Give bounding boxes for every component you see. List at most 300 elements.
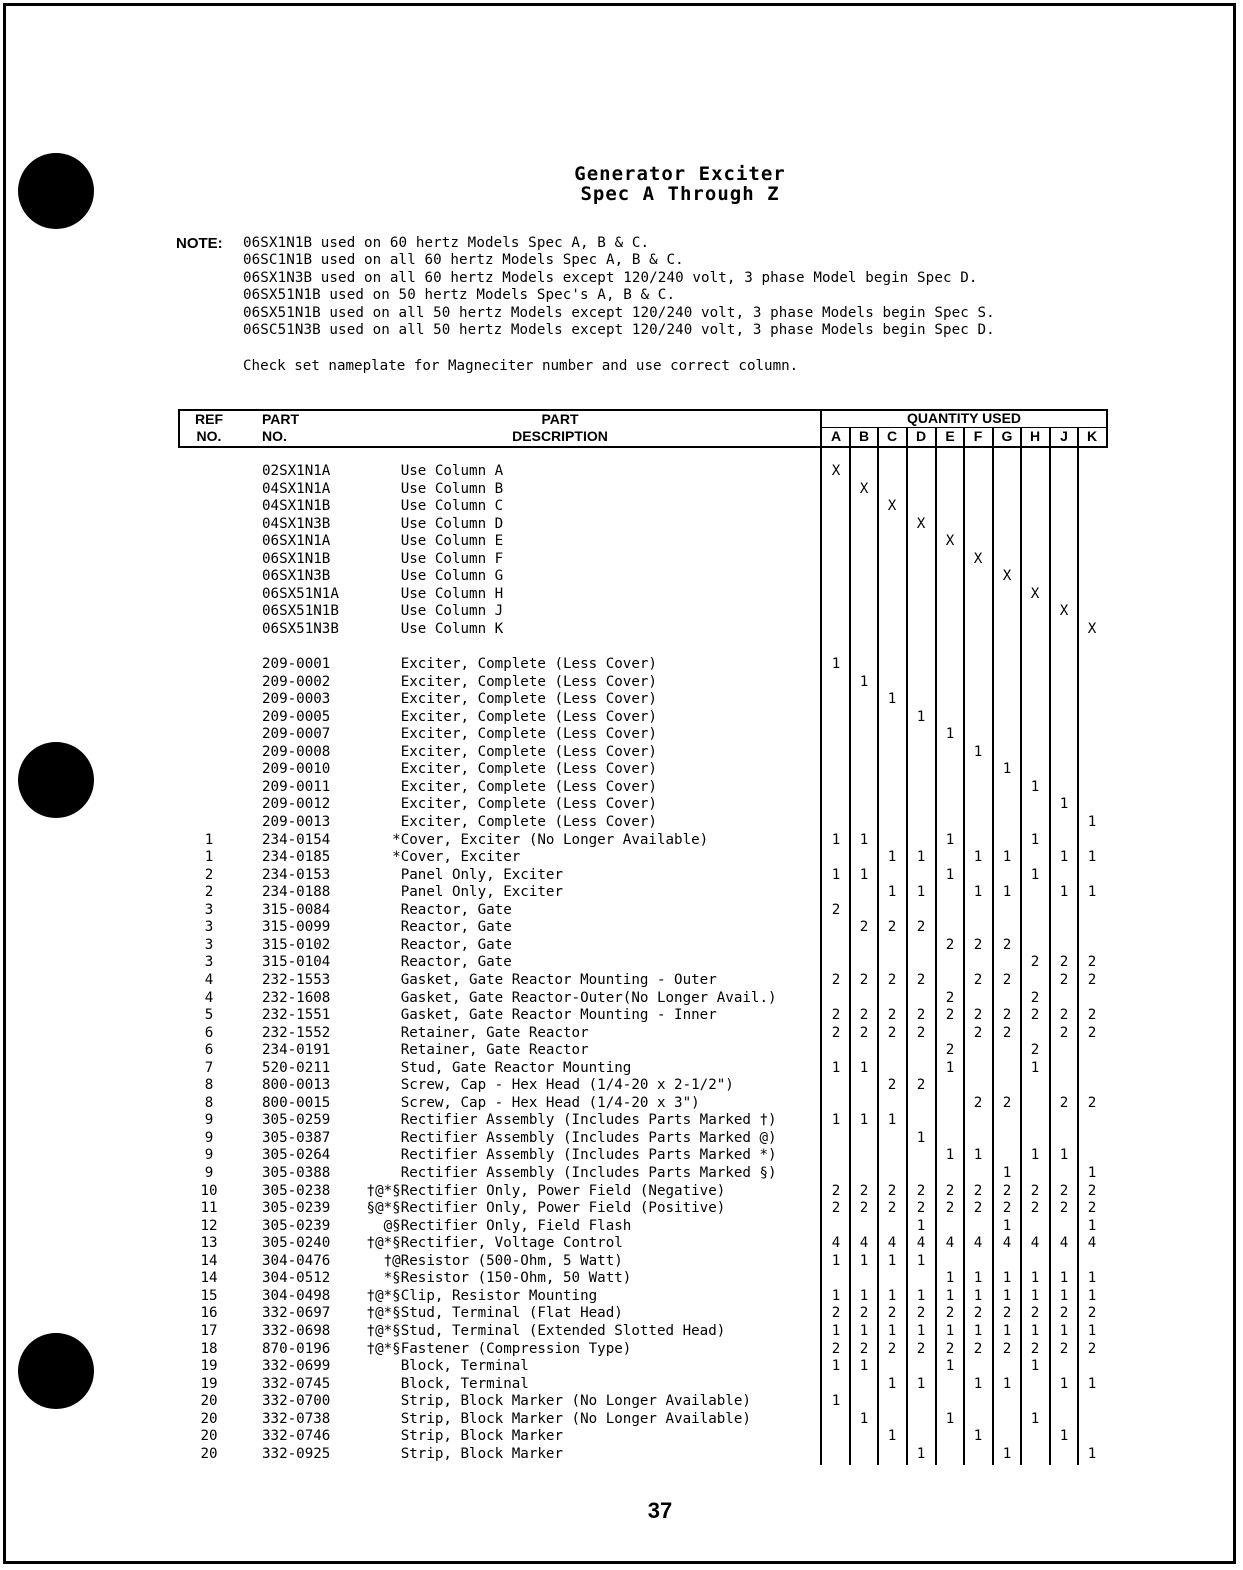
quantity-column-header: G bbox=[1001, 428, 1013, 444]
quantity-cell: 1 bbox=[831, 1252, 841, 1269]
quantity-cell: 2 bbox=[1059, 1182, 1069, 1199]
ref-number: 9 bbox=[204, 1129, 214, 1146]
quantity-cell: 1 bbox=[973, 743, 983, 760]
quantity-column-header: C bbox=[886, 428, 898, 444]
quantity-cell: 1 bbox=[945, 1287, 955, 1304]
quantity-cell: X bbox=[1002, 568, 1012, 585]
part-number: 234-0153 bbox=[262, 866, 331, 883]
table-row bbox=[0, 990, 1243, 1008]
part-number: 232-1608 bbox=[262, 989, 331, 1006]
quantity-cell: 2 bbox=[973, 1094, 983, 1111]
quantity-cell: 2 bbox=[1002, 1024, 1012, 1041]
part-description: †@*§Clip, Resistor Mounting bbox=[358, 1287, 598, 1304]
ref-number: 1 bbox=[204, 831, 214, 848]
part-number: 209-0005 bbox=[262, 708, 331, 725]
quantity-cell: 1 bbox=[916, 708, 926, 725]
part-number: 234-0185 bbox=[262, 849, 331, 866]
table-row bbox=[0, 533, 1243, 551]
table-row bbox=[0, 709, 1243, 727]
ref-number: 2 bbox=[204, 866, 214, 883]
part-description: Panel Only, Exciter bbox=[358, 884, 563, 901]
part-number: 305-0388 bbox=[262, 1165, 331, 1181]
quantity-cell: 2 bbox=[973, 1340, 983, 1357]
quantity-cell: 1 bbox=[1087, 884, 1097, 901]
quantity-cell: 1 bbox=[1030, 1287, 1040, 1304]
ref-number: 4 bbox=[204, 971, 214, 988]
table-row bbox=[0, 1446, 1243, 1464]
table-row bbox=[0, 498, 1243, 516]
quantity-cell: 1 bbox=[859, 831, 869, 848]
quantity-cell: X bbox=[1059, 603, 1069, 620]
part-number: 305-0239 bbox=[262, 1200, 331, 1217]
ref-number: 20 bbox=[200, 1428, 218, 1445]
table-row bbox=[0, 1060, 1243, 1078]
quantity-cell: X bbox=[945, 533, 955, 550]
table-row bbox=[0, 691, 1243, 709]
quantity-cell: 1 bbox=[1059, 1270, 1069, 1287]
quantity-cell: 1 bbox=[1002, 884, 1012, 901]
table-row bbox=[0, 1183, 1243, 1201]
ref-number: 3 bbox=[204, 901, 214, 918]
table-row bbox=[0, 779, 1243, 797]
page-title: Generator Exciter bbox=[574, 163, 786, 185]
quantity-cell: 2 bbox=[831, 901, 841, 918]
part-no-header bbox=[262, 411, 322, 445]
quantity-cell: 1 bbox=[1002, 1322, 1012, 1339]
part-description: Retainer, Gate Reactor bbox=[358, 1042, 589, 1059]
part-description: †@*§Rectifier Only, Power Field (Negative) bbox=[358, 1182, 726, 1199]
part-description: *Cover, Exciter bbox=[358, 849, 521, 866]
part-number: 304-0498 bbox=[262, 1287, 331, 1304]
quantity-cell: 1 bbox=[973, 1322, 983, 1339]
part-number: 06SX1N3B bbox=[262, 568, 331, 585]
binder-hole-1 bbox=[18, 153, 94, 229]
quantity-cell: 2 bbox=[916, 919, 926, 936]
quantity-cell: 2 bbox=[973, 1024, 983, 1041]
table-row bbox=[0, 1305, 1243, 1323]
quantity-cell: 2 bbox=[859, 971, 869, 988]
quantity-cell: 2 bbox=[831, 1200, 841, 1217]
part-description: Exciter, Complete (Less Cover) bbox=[358, 743, 657, 760]
ref-number: 18 bbox=[200, 1340, 218, 1357]
table-row bbox=[0, 656, 1243, 674]
part-description: Strip, Block Marker bbox=[358, 1428, 563, 1445]
part-description: *Cover, Exciter (No Longer Available) bbox=[358, 831, 709, 848]
note-line: 06SX1N3B used on all 60 hertz Models except 120/240 volt, 3 phase Model begin Spec D. bbox=[243, 270, 978, 286]
part-description: Strip, Block Marker (No Longer Available) bbox=[358, 1410, 751, 1427]
quantity-cell: 1 bbox=[916, 1322, 926, 1339]
description-header bbox=[460, 411, 660, 445]
quantity-cell: 2 bbox=[1030, 1340, 1040, 1357]
part-number: 209-0010 bbox=[262, 761, 331, 778]
quantity-cell: 2 bbox=[1002, 1094, 1012, 1111]
table-row bbox=[0, 516, 1243, 534]
part-number: 520-0211 bbox=[262, 1059, 331, 1076]
part-description: Exciter, Complete (Less Cover) bbox=[358, 796, 657, 813]
quantity-cell: 1 bbox=[1087, 1165, 1097, 1181]
part-number: 332-0746 bbox=[262, 1428, 331, 1445]
ref-number: 9 bbox=[204, 1147, 214, 1164]
quantity-cell: 4 bbox=[1087, 1235, 1097, 1252]
table-row bbox=[0, 1358, 1243, 1376]
quantity-cell: 2 bbox=[887, 1077, 897, 1094]
table-row bbox=[0, 1253, 1243, 1271]
quantity-cell: 2 bbox=[945, 1340, 955, 1357]
quantity-cell: 1 bbox=[1087, 1322, 1097, 1339]
quantity-cell: 1 bbox=[831, 1287, 841, 1304]
part-number: 234-0154 bbox=[262, 831, 331, 848]
quantity-cell: 1 bbox=[859, 1059, 869, 1076]
quantity-cell: 1 bbox=[945, 1270, 955, 1287]
table-row bbox=[0, 1200, 1243, 1218]
quantity-cell: 1 bbox=[859, 1252, 869, 1269]
part-description: Exciter, Complete (Less Cover) bbox=[358, 708, 657, 725]
quantity-cell: 2 bbox=[1030, 1200, 1040, 1217]
table-row bbox=[0, 1411, 1243, 1429]
quantity-cell: 1 bbox=[973, 1375, 983, 1392]
quantity-cell: 1 bbox=[945, 831, 955, 848]
quantity-cell: 2 bbox=[1002, 1340, 1012, 1357]
quantity-cell: 1 bbox=[973, 884, 983, 901]
part-number: 209-0001 bbox=[262, 656, 331, 673]
quantity-cell: 2 bbox=[1059, 1340, 1069, 1357]
quantity-cell: 1 bbox=[1059, 849, 1069, 866]
quantity-cell: 1 bbox=[1059, 1287, 1069, 1304]
quantity-cell: 2 bbox=[1059, 1305, 1069, 1322]
table-row bbox=[0, 586, 1243, 604]
quantity-cell: 1 bbox=[887, 884, 897, 901]
quantity-cell: 2 bbox=[1087, 1340, 1097, 1357]
quantity-cell: 2 bbox=[1059, 1200, 1069, 1217]
quantity-cell: 1 bbox=[831, 656, 841, 673]
quantity-cell: 2 bbox=[831, 1182, 841, 1199]
table-row bbox=[0, 919, 1243, 937]
ref-number: 14 bbox=[200, 1252, 218, 1269]
quantity-cell: 2 bbox=[1087, 1182, 1097, 1199]
quantity-cell: 4 bbox=[831, 1235, 841, 1252]
ref-number: 1 bbox=[204, 849, 214, 866]
quantity-cell: 2 bbox=[859, 1007, 869, 1024]
part-number: 315-0099 bbox=[262, 919, 331, 936]
table-row bbox=[0, 849, 1243, 867]
part-number: 209-0008 bbox=[262, 743, 331, 760]
part-description: Reactor, Gate bbox=[358, 954, 512, 971]
part-number: 304-0512 bbox=[262, 1270, 331, 1287]
quantity-cell: 1 bbox=[916, 1445, 926, 1462]
part-number: 305-0264 bbox=[262, 1147, 331, 1164]
part-number: 800-0013 bbox=[262, 1077, 331, 1094]
part-number: 332-0745 bbox=[262, 1375, 331, 1392]
quantity-cell: 2 bbox=[831, 1305, 841, 1322]
quantity-cell: 1 bbox=[859, 1287, 869, 1304]
quantity-cell: 2 bbox=[1030, 954, 1040, 971]
quantity-cell: 1 bbox=[1002, 1270, 1012, 1287]
quantity-cell: 4 bbox=[945, 1235, 955, 1252]
quantity-cell: 2 bbox=[1087, 1094, 1097, 1111]
ref-number: 9 bbox=[204, 1165, 214, 1181]
quantity-cell: 1 bbox=[887, 1112, 897, 1129]
part-number: 04SX1N3B bbox=[262, 515, 331, 532]
table-row bbox=[0, 884, 1243, 902]
quantity-column-header: K bbox=[1086, 428, 1098, 444]
part-description: Use Column A bbox=[358, 463, 504, 479]
quantity-cell: 2 bbox=[887, 1182, 897, 1199]
quantity-cell: 2 bbox=[831, 1007, 841, 1024]
quantity-cell: X bbox=[1030, 585, 1040, 602]
quantity-column-header: E bbox=[945, 428, 955, 444]
part-number: 870-0196 bbox=[262, 1340, 331, 1357]
table-row bbox=[0, 1235, 1243, 1253]
quantity-cell: 2 bbox=[831, 971, 841, 988]
part-number: 234-0191 bbox=[262, 1042, 331, 1059]
quantity-column-header: F bbox=[973, 428, 983, 444]
part-description: Exciter, Complete (Less Cover) bbox=[358, 673, 657, 690]
part-number: 209-0003 bbox=[262, 691, 331, 708]
quantity-cell: 1 bbox=[1002, 761, 1012, 778]
quantity-cell: 2 bbox=[1002, 1182, 1012, 1199]
quantity-cell: 1 bbox=[916, 1217, 926, 1234]
part-description: Retainer, Gate Reactor bbox=[358, 1024, 589, 1041]
ref-header bbox=[180, 411, 238, 445]
quantity-cell: 1 bbox=[1030, 1059, 1040, 1076]
table-row bbox=[0, 568, 1243, 586]
quantity-cell: 1 bbox=[831, 1393, 841, 1410]
part-number: 304-0476 bbox=[262, 1252, 331, 1269]
table-right-rule bbox=[1106, 409, 1108, 448]
quantity-cell: 2 bbox=[859, 1182, 869, 1199]
table-row bbox=[0, 481, 1243, 499]
quantity-cell: 1 bbox=[916, 849, 926, 866]
table-row bbox=[0, 1376, 1243, 1394]
part-description: Use Column F bbox=[358, 550, 504, 567]
quantity-cell: 2 bbox=[1002, 1305, 1012, 1322]
part-number: 332-0925 bbox=[262, 1445, 331, 1462]
ref-number: 3 bbox=[204, 919, 214, 936]
quantity-cell: 2 bbox=[1030, 1182, 1040, 1199]
part-description: †@Resistor (500-Ohm, 5 Watt) bbox=[358, 1252, 623, 1269]
quantity-cell: 1 bbox=[859, 1410, 869, 1427]
quantity-cell: 1 bbox=[1087, 1375, 1097, 1392]
table-row bbox=[0, 761, 1243, 779]
part-number: 232-1553 bbox=[262, 971, 331, 988]
quantity-cell: 4 bbox=[973, 1235, 983, 1252]
part-number: 305-0387 bbox=[262, 1129, 331, 1146]
quantity-cell: 1 bbox=[1030, 866, 1040, 883]
table-row bbox=[0, 1077, 1243, 1095]
quantity-column-header: D bbox=[915, 428, 927, 444]
check-instruction: Check set nameplate for Magneciter number and use correct column. bbox=[243, 358, 799, 374]
quantity-cell: 2 bbox=[887, 1024, 897, 1041]
part-number: 209-0011 bbox=[262, 778, 331, 795]
part-description: †@*§Fastener (Compression Type) bbox=[358, 1340, 632, 1357]
quantity-cell: 2 bbox=[1087, 971, 1097, 988]
quantity-cell: 2 bbox=[945, 1042, 955, 1059]
ref-number: 3 bbox=[204, 936, 214, 953]
table-row bbox=[0, 1428, 1243, 1446]
quantity-cell: 2 bbox=[973, 1007, 983, 1024]
part-description: †@*§Rectifier, Voltage Control bbox=[358, 1235, 623, 1252]
quantity-cell: 1 bbox=[1087, 1270, 1097, 1287]
quantity-cell: 1 bbox=[973, 1147, 983, 1164]
table-row bbox=[0, 1025, 1243, 1043]
quantity-cell: 2 bbox=[1030, 1305, 1040, 1322]
quantity-cell: 1 bbox=[916, 1375, 926, 1392]
quantity-cell: 2 bbox=[973, 1182, 983, 1199]
part-number: 232-1551 bbox=[262, 1007, 331, 1024]
quantity-cell: 1 bbox=[1030, 1410, 1040, 1427]
table-row bbox=[0, 1130, 1243, 1148]
part-description: Reactor, Gate bbox=[358, 901, 512, 918]
quantity-cell: 1 bbox=[859, 866, 869, 883]
part-number: 232-1552 bbox=[262, 1024, 331, 1041]
quantity-cell: 2 bbox=[916, 1182, 926, 1199]
part-description: *§Resistor (150-Ohm, 50 Watt) bbox=[358, 1270, 632, 1287]
note-line: 06SX51N1B used on all 50 hertz Models except 120/240 volt, 3 phase Models begin Spec S. bbox=[243, 305, 995, 321]
part-number: 04SX1N1A bbox=[262, 480, 331, 497]
quantity-cell: 4 bbox=[1059, 1235, 1069, 1252]
quantity-cell: 2 bbox=[916, 1200, 926, 1217]
table-row bbox=[0, 1112, 1243, 1130]
quantity-cell: 1 bbox=[1087, 1217, 1097, 1234]
table-row bbox=[0, 621, 1243, 639]
table-row bbox=[0, 814, 1243, 832]
ref-number: 8 bbox=[204, 1094, 214, 1111]
quantity-cell: 1 bbox=[1002, 849, 1012, 866]
note-label: NOTE: bbox=[176, 235, 223, 252]
part-description: Use Column H bbox=[358, 585, 504, 602]
quantity-cell: X bbox=[1087, 620, 1097, 637]
part-description: Block, Terminal bbox=[358, 1375, 529, 1392]
ref-number: 20 bbox=[200, 1445, 218, 1462]
part-description: Reactor, Gate bbox=[358, 919, 512, 936]
table-row bbox=[0, 463, 1243, 481]
ref-number: 11 bbox=[200, 1200, 218, 1217]
part-description: Exciter, Complete (Less Cover) bbox=[358, 726, 657, 743]
part-description: Exciter, Complete (Less Cover) bbox=[358, 761, 657, 778]
quantity-cell: 1 bbox=[1059, 1147, 1069, 1164]
part-number: 315-0084 bbox=[262, 901, 331, 918]
part-number: 06SX1N1B bbox=[262, 550, 331, 567]
quantity-cell: 2 bbox=[945, 936, 955, 953]
part-description: Reactor, Gate bbox=[358, 936, 512, 953]
quantity-cell: 2 bbox=[1087, 1305, 1097, 1322]
quantity-cell: X bbox=[859, 480, 869, 497]
part-number: 305-0238 bbox=[262, 1182, 331, 1199]
quantity-cell: 2 bbox=[1002, 971, 1012, 988]
table-row bbox=[0, 1270, 1243, 1288]
part-description: Screw, Cap - Hex Head (1/4-20 x 2-1/2") bbox=[358, 1077, 734, 1094]
quantity-cell: 1 bbox=[1059, 796, 1069, 813]
quantity-cell: 2 bbox=[1059, 1094, 1069, 1111]
quantity-cell: 2 bbox=[916, 1305, 926, 1322]
part-number: 305-0239 bbox=[262, 1217, 331, 1234]
ref-number: 13 bbox=[200, 1235, 218, 1252]
quantity-cell: 1 bbox=[831, 1322, 841, 1339]
quantity-cell: 1 bbox=[887, 1287, 897, 1304]
ref-number: 8 bbox=[204, 1077, 214, 1094]
page-number: 37 bbox=[647, 1498, 673, 1523]
quantity-cell: 2 bbox=[859, 1340, 869, 1357]
table-row bbox=[0, 1393, 1243, 1411]
quantity-cell: 1 bbox=[859, 673, 869, 690]
ref-number: 10 bbox=[200, 1182, 218, 1199]
quantity-column-header: H bbox=[1029, 428, 1041, 444]
part-number: 209-0012 bbox=[262, 796, 331, 813]
part-number: 332-0700 bbox=[262, 1393, 331, 1410]
part-description: Gasket, Gate Reactor-Outer(No Longer Avail.) bbox=[358, 989, 777, 1006]
quantity-cell: 1 bbox=[1002, 1165, 1012, 1181]
quantity-cell: 1 bbox=[945, 1322, 955, 1339]
table-row bbox=[0, 674, 1243, 692]
part-no-header-line1: PART bbox=[262, 411, 300, 427]
part-description: Exciter, Complete (Less Cover) bbox=[358, 814, 657, 830]
table-row bbox=[0, 551, 1243, 569]
quantity-cell: 1 bbox=[916, 884, 926, 901]
note-line: 06SC1N1B used on all 60 hertz Models Spec A, B & C. bbox=[243, 252, 684, 268]
quantity-cell: X bbox=[916, 515, 926, 532]
quantity-cell: 1 bbox=[831, 1112, 841, 1129]
table-row bbox=[0, 972, 1243, 990]
ref-number: 6 bbox=[204, 1024, 214, 1041]
quantity-cell: 1 bbox=[859, 1112, 869, 1129]
table-row bbox=[0, 1095, 1243, 1113]
quantity-cell: 1 bbox=[1002, 1445, 1012, 1462]
table-row bbox=[0, 1042, 1243, 1060]
ref-number: 3 bbox=[204, 954, 214, 971]
quantity-cell: 2 bbox=[859, 919, 869, 936]
quantity-cell: 1 bbox=[887, 691, 897, 708]
quantity-cell: 1 bbox=[831, 831, 841, 848]
quantity-cell: 1 bbox=[916, 1287, 926, 1304]
quantity-cell: 1 bbox=[831, 1059, 841, 1076]
quantity-cell: 1 bbox=[887, 849, 897, 866]
part-description: @§Rectifier Only, Field Flash bbox=[358, 1217, 632, 1234]
quantity-cell: 2 bbox=[1087, 1024, 1097, 1041]
part-description: Rectifier Assembly (Includes Parts Marked *) bbox=[358, 1147, 777, 1164]
part-number: 332-0738 bbox=[262, 1410, 331, 1427]
quantity-cell: 1 bbox=[916, 1129, 926, 1146]
quantity-cell: 1 bbox=[1059, 1322, 1069, 1339]
quantity-cell: 1 bbox=[887, 1375, 897, 1392]
part-description: Use Column J bbox=[358, 603, 504, 620]
description-header-line2: DESCRIPTION bbox=[512, 428, 608, 444]
table-row bbox=[0, 639, 1243, 657]
quantity-cell: 2 bbox=[1059, 1007, 1069, 1024]
page-subtitle: Spec A Through Z bbox=[580, 183, 780, 205]
part-description: Exciter, Complete (Less Cover) bbox=[358, 656, 657, 673]
note-line: 06SC51N3B used on all 50 hertz Models except 120/240 volt, 3 phase Models begin Spec D. bbox=[243, 322, 995, 338]
ref-number: 9 bbox=[204, 1112, 214, 1129]
quantity-cell: 1 bbox=[1030, 1322, 1040, 1339]
quantity-cell: 1 bbox=[831, 1358, 841, 1375]
quantity-cell: 2 bbox=[887, 1200, 897, 1217]
quantity-cell: 2 bbox=[887, 971, 897, 988]
quantity-cell: 2 bbox=[859, 1200, 869, 1217]
part-number: 332-0697 bbox=[262, 1305, 331, 1322]
quantity-cell: 2 bbox=[1002, 936, 1012, 953]
ref-number: 5 bbox=[204, 1007, 214, 1024]
quantity-cell: 1 bbox=[887, 1322, 897, 1339]
part-number: 315-0104 bbox=[262, 954, 331, 971]
table-row bbox=[0, 1323, 1243, 1341]
part-description: Exciter, Complete (Less Cover) bbox=[358, 691, 657, 708]
quantity-cell: 4 bbox=[1030, 1235, 1040, 1252]
quantity-cell: X bbox=[831, 463, 841, 479]
ref-number: 6 bbox=[204, 1042, 214, 1059]
quantity-column-header: A bbox=[830, 428, 842, 444]
quantity-cell: 2 bbox=[916, 1007, 926, 1024]
quantity-cell: 1 bbox=[1087, 814, 1097, 830]
